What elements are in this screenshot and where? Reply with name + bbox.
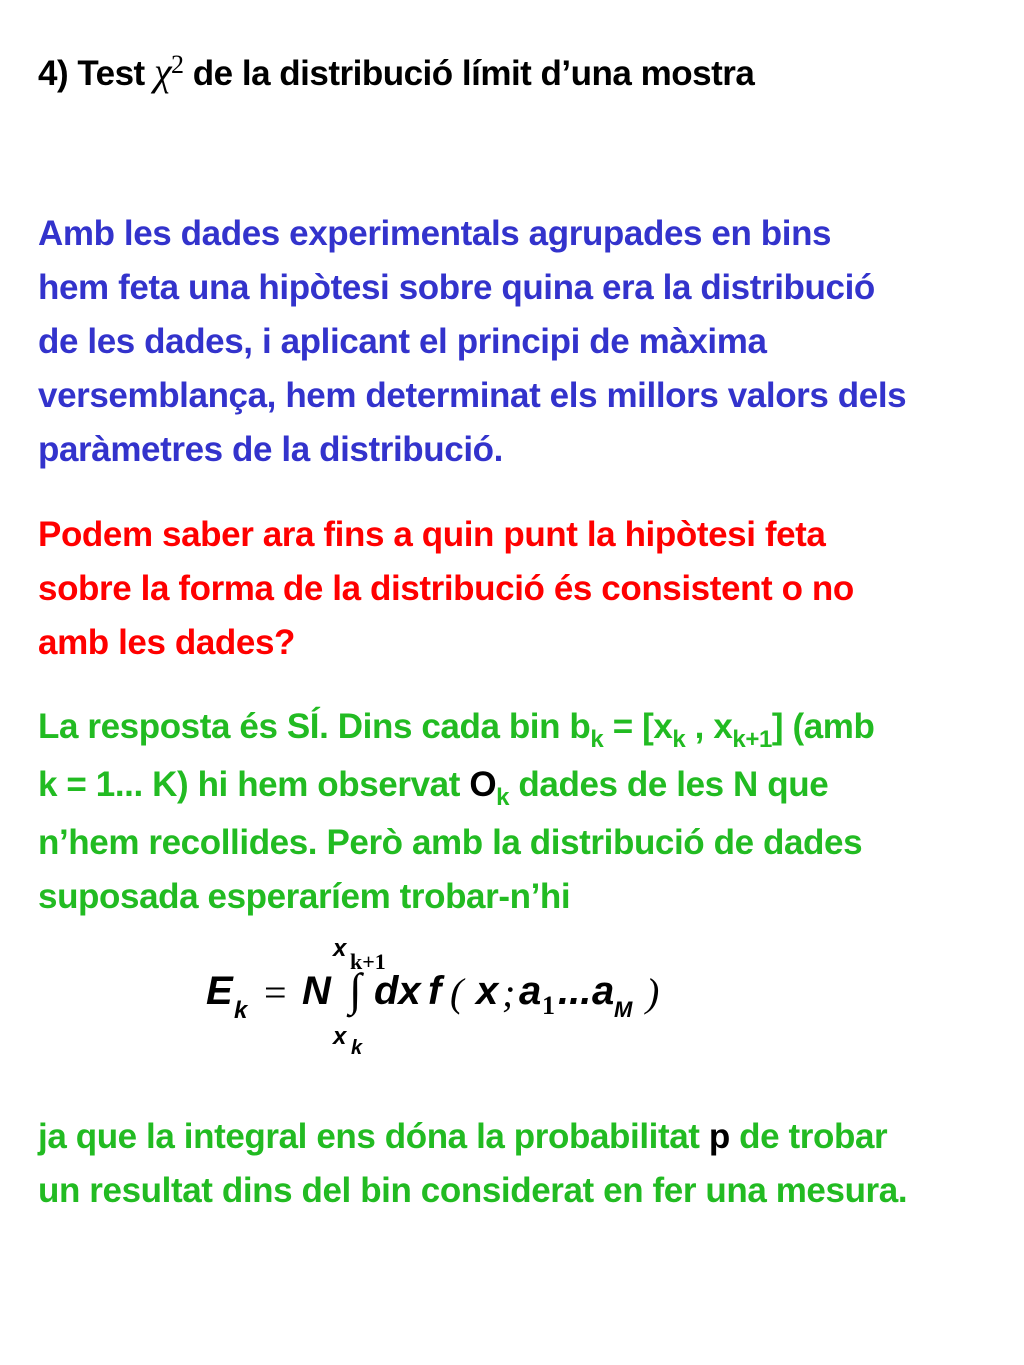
formula-equals: =	[264, 970, 287, 1015]
subscript: k	[496, 784, 510, 811]
question-line: Podem saber ara fins a quin punt la hipòtesi feta	[38, 515, 826, 554]
answer-line-2	[38, 758, 1008, 816]
formula-lower-x: x	[333, 1023, 347, 1050]
answer-text: , x	[685, 707, 733, 746]
answer-text: k = 1... K) hi hem observat	[38, 765, 470, 804]
answer-paragraph	[38, 700, 1008, 924]
question-line: sobre la forma de la distribució és consistent o no	[38, 569, 854, 608]
conclusion-line-1	[38, 1110, 1008, 1164]
observed-symbol: O	[469, 765, 497, 804]
subscript: k+1	[732, 726, 772, 753]
formula-upper-x: x	[333, 935, 347, 962]
answer-text: = [x	[603, 707, 673, 746]
answer-line-1	[38, 700, 1008, 758]
subscript: k	[590, 726, 604, 753]
intro-line: Amb les dades experimentals agrupades en bins	[38, 214, 832, 253]
answer-line-3: n’hem recollides. Però amb la distribució de dades	[38, 823, 863, 862]
slide-title	[38, 48, 754, 95]
intro-line: paràmetres de la distribució.	[38, 430, 503, 469]
conclusion-text: ja que la integral ens dóna la probabilitat	[38, 1117, 709, 1156]
intro-line: versemblança, hem determinat els millors valors dels	[38, 376, 907, 415]
chi-superscript: 2	[171, 50, 184, 79]
expected-count-formula	[206, 935, 686, 1060]
formula-a1-sub: 1	[542, 991, 555, 1020]
intro-paragraph	[38, 207, 1008, 477]
conclusion-paragraph	[38, 1110, 1008, 1218]
formula-a1: a	[519, 969, 542, 1013]
intro-line: de les dades, i aplicant el principi de màxima	[38, 322, 767, 361]
title-prefix: 4) Test	[38, 54, 154, 93]
formula-lower-sub: k	[351, 1037, 363, 1059]
formula-open-paren: (	[450, 970, 464, 1015]
formula-x: x	[476, 969, 499, 1013]
formula-aM-sub: M	[614, 997, 633, 1022]
title-suffix: de la distribució límit d’una mostra	[183, 54, 755, 93]
chi-symbol: χ	[153, 49, 172, 94]
answer-text: ] (amb	[771, 707, 875, 746]
formula-f: f	[428, 969, 442, 1013]
intro-line: hem feta una hipòtesi sobre quina era la distribució	[38, 268, 875, 307]
formula-E-sub: k	[234, 997, 248, 1024]
answer-text: La resposta és SÍ. Dins cada bin b	[38, 707, 591, 746]
formula-E: E	[206, 969, 233, 1013]
answer-text: dades de les N que	[509, 765, 829, 804]
conclusion-line-2: un resultat dins del bin considerat en fer una mesura.	[38, 1171, 908, 1210]
question-line: amb les dades?	[38, 623, 296, 662]
formula-N: N	[302, 969, 331, 1013]
formula-upper-sub: k+1	[350, 949, 386, 974]
question-paragraph	[38, 508, 1008, 670]
formula-dx: dx	[374, 969, 421, 1013]
probability-symbol: p	[708, 1117, 730, 1156]
formula-dots: ...	[558, 969, 592, 1013]
formula-semicolon: ;	[502, 970, 516, 1015]
conclusion-text: de trobar	[729, 1117, 888, 1156]
formula-aM: a	[592, 969, 615, 1013]
answer-line-4: suposada esperaríem trobar-n’hi	[38, 877, 571, 916]
subscript: k	[672, 726, 686, 753]
integral-symbol: ∫	[349, 964, 362, 1015]
formula-close-paren: )	[646, 970, 660, 1015]
